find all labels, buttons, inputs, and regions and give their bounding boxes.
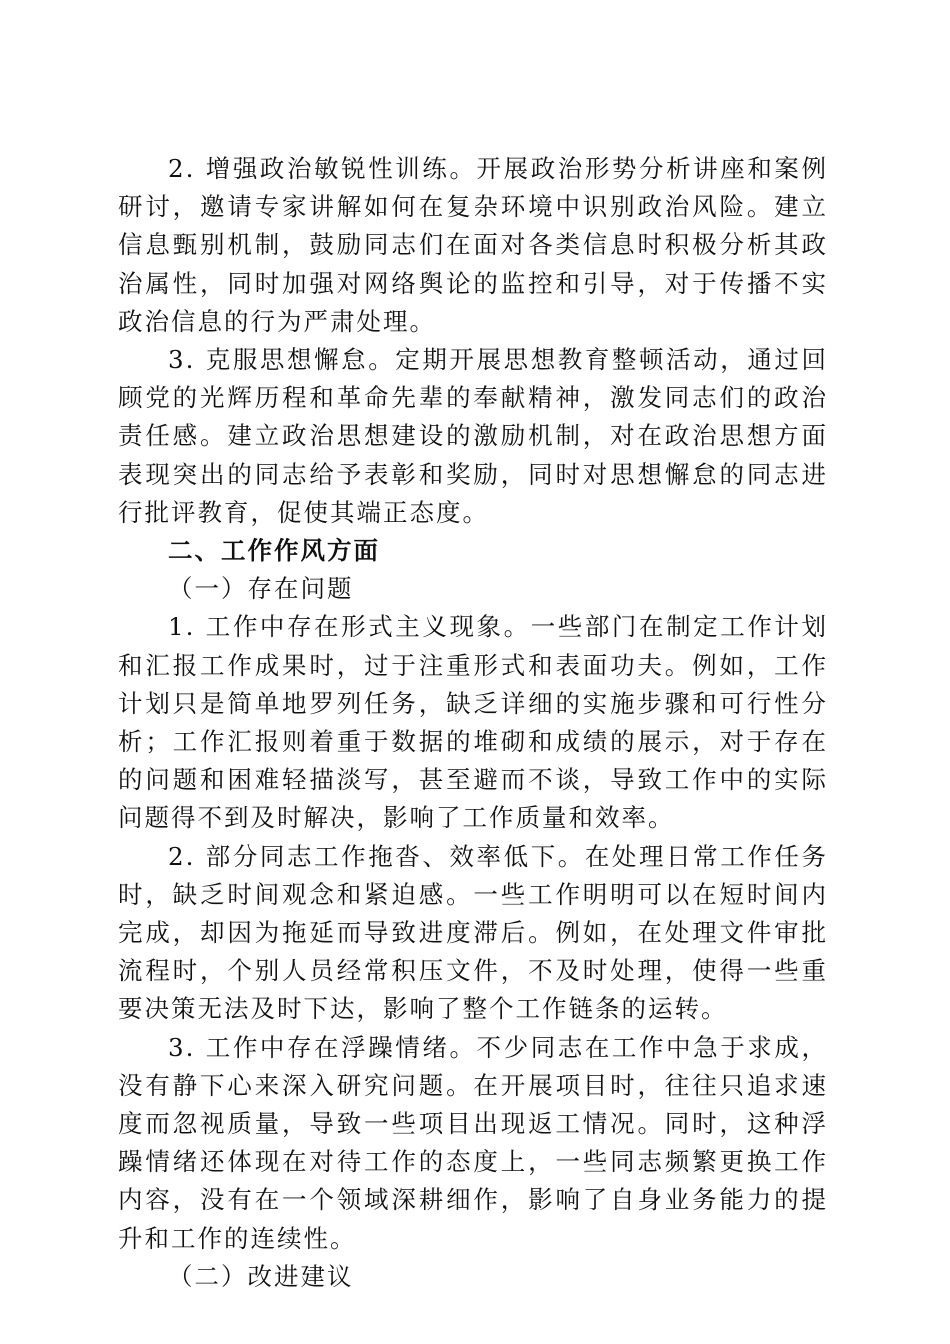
document-body bbox=[118, 150, 828, 1296]
subheading-improvement-suggestions: （二）改进建议 bbox=[168, 1261, 354, 1291]
paragraph-overcome-slackness: 3. 克服思想懈怠。定期开展思想教育整顿活动，通过回顾党的光辉历程和革命先辈的奉献精神，激发同志们的政治责任感。建立政治思想建设的激励机制，对在政治思想方面表现突出的同志给予表彰和奖励，同时对思想懈怠的同志进行批评教育，促使其端正态度。 bbox=[118, 345, 828, 527]
paragraph-political-sensitivity: 2. 增强政治敏锐性训练。开展政治形势分析讲座和案例研讨，邀请专家讲解如何在复杂环境中识别政治风险。建立信息甄别机制，鼓励同志们在面对各类信息时积极分析其政治属性，同时加强对网络舆论的监控和引导，对于传播不实政治信息的行为严肃处理。 bbox=[118, 154, 828, 336]
section-heading-work-style: 二、工作作风方面 bbox=[168, 536, 380, 566]
paragraph-procrastination: 2. 部分同志工作拖沓、效率低下。在处理日常工作任务时，缺乏时间观念和紧迫感。一些工作明明可以在短时间内完成，却因为拖延而导致进度滞后。例如，在处理文件审批流程时，个别人员经常积压文件，不及时处理，使得一些重要决策无法及时下达，影响了整个工作链条的运转。 bbox=[118, 841, 828, 1024]
paragraph-impetuousness: 3. 工作中存在浮躁情绪。不少同志在工作中急于求成，没有静下心来深入研究问题。在开展项目时，往往只追求速度而忽视质量，导致一些项目出现返工情况。同时，这种浮躁情绪还体现在对待工作的态度上，一些同志频繁更换工作内容，没有在一个领域深耕细作，影响了自身业务能力的提升和工作的连续性。 bbox=[118, 1032, 828, 1253]
subheading-existing-problems: （一）存在问题 bbox=[168, 574, 354, 604]
paragraph-formalism: 1. 工作中存在形式主义现象。一些部门在制定工作计划和汇报工作成果时，过于注重形式和表面功夫。例如，工作计划只是简单地罗列任务，缺乏详细的实施步骤和可行性分析；工作汇报则着重于数据的堆砌和成绩的展示，对于存在的问题和困难轻描淡写，甚至避而不谈，导致工作中的实际问题得不到及时解决，影响了工作质量和效率。 bbox=[118, 612, 828, 833]
